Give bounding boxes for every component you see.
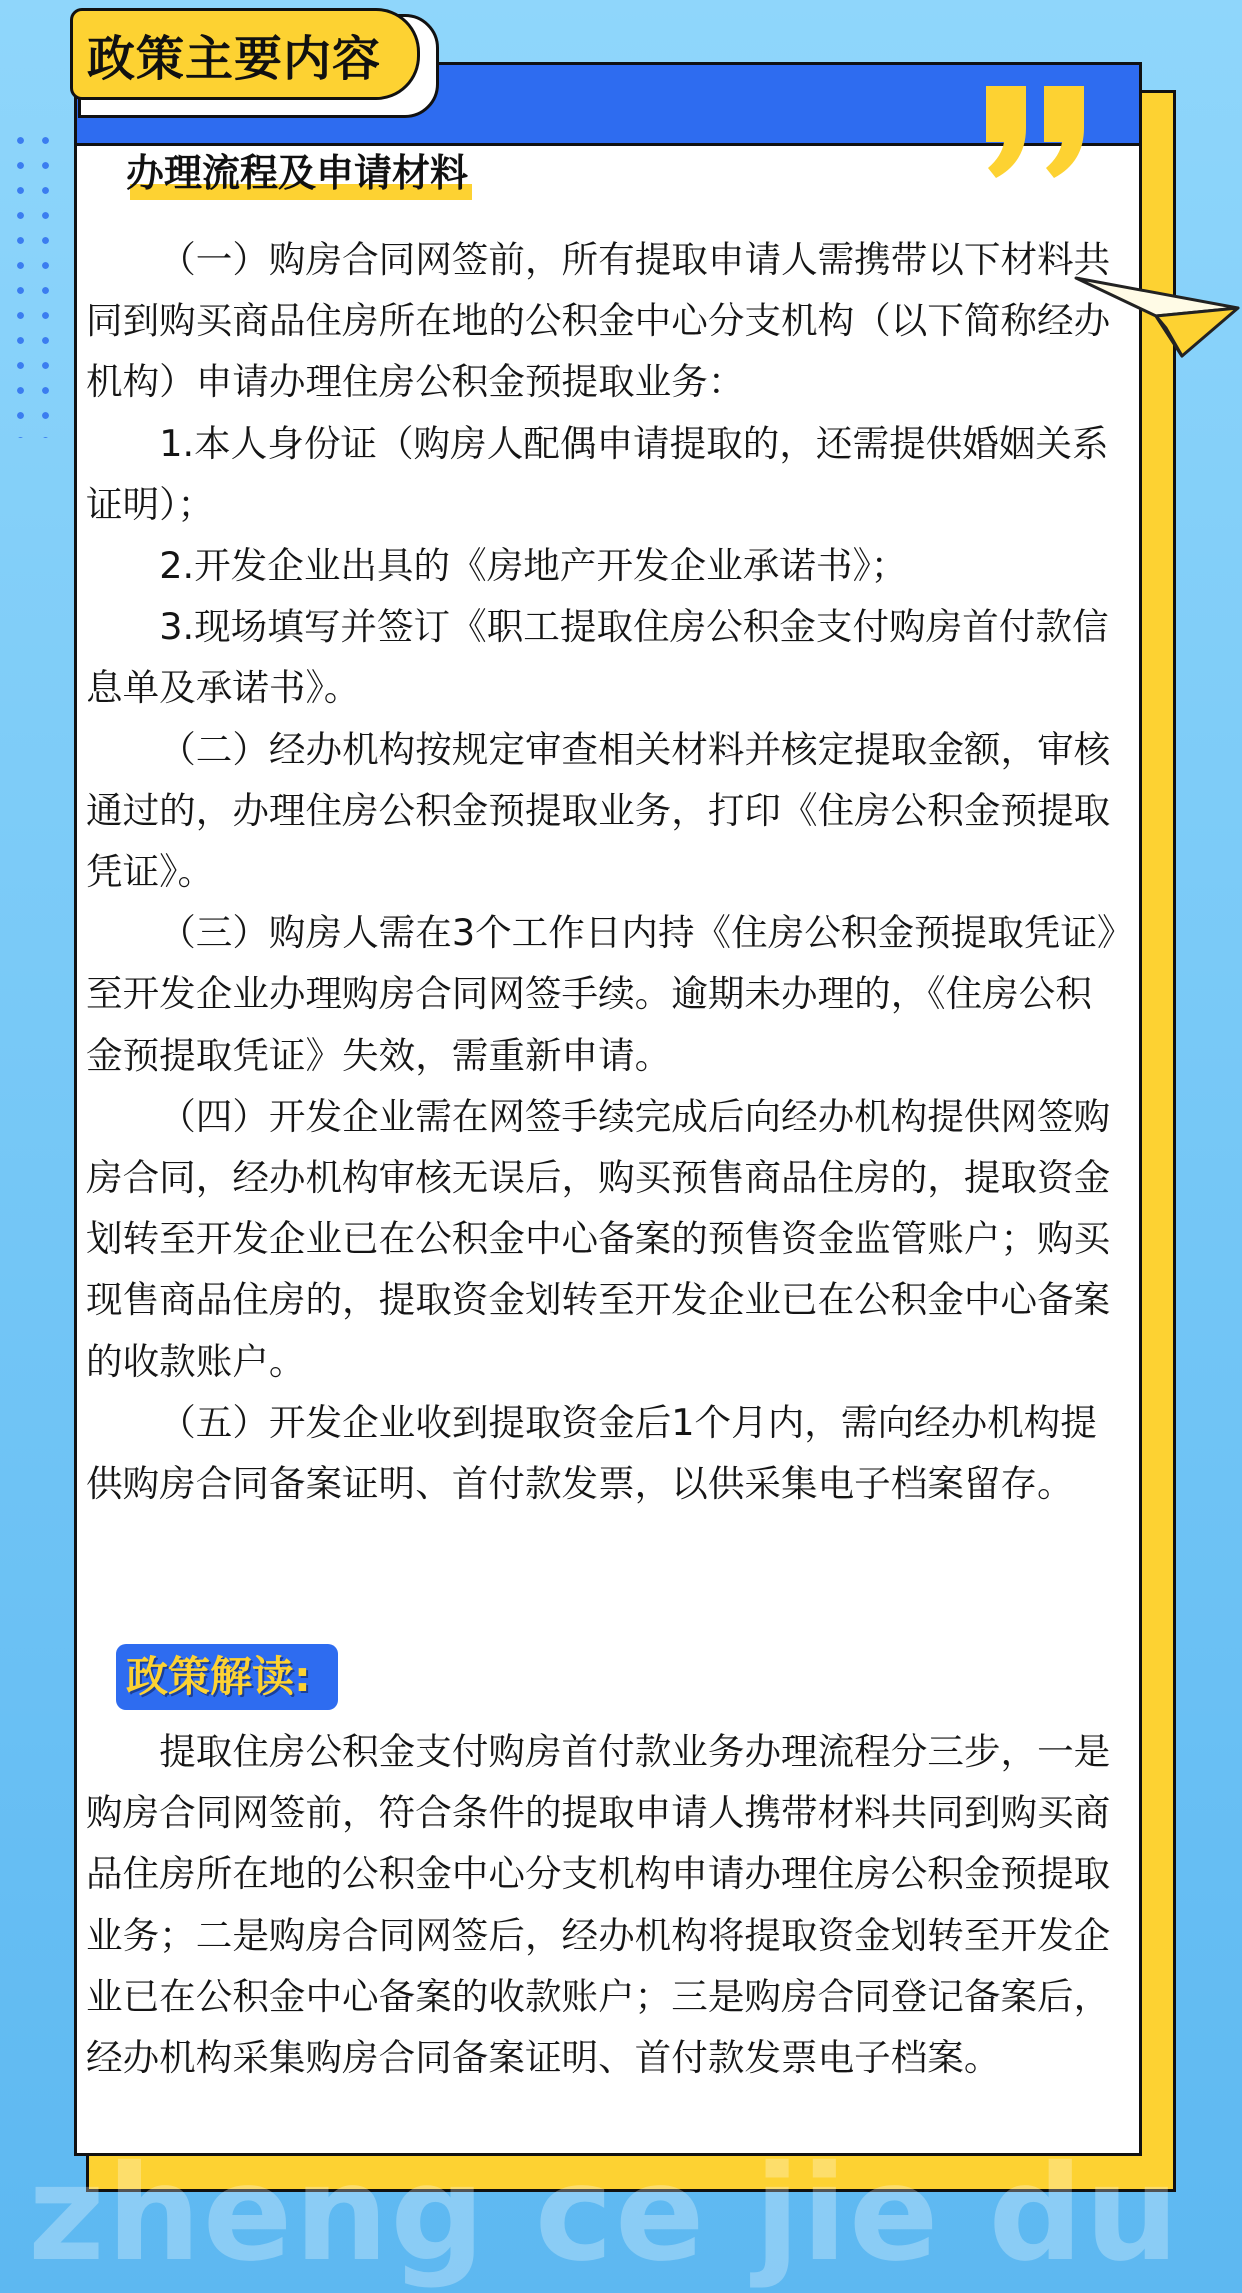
section-heading-text: 办理流程及申请材料 bbox=[126, 151, 469, 195]
page-title: 政策主要内容 bbox=[87, 30, 382, 87]
policy-paragraph: （三）购房人需在3个工作日内持《住房公积金预提取凭证》至开发企业办理购房合同网签手续。逾期未办理的，《住房公积金预提取凭证》失效，需重新申请。 bbox=[86, 911, 1116, 1077]
quote-mark-icon bbox=[978, 82, 1094, 182]
paper-plane-icon bbox=[1070, 258, 1242, 360]
policy-paragraph: 1.本人身份证（购房人配偶申请提取的，还需提供婚姻关系证明）； bbox=[86, 421, 1109, 526]
policy-content bbox=[86, 229, 1126, 1514]
policy-paragraph: （四）开发企业需在网签手续完成后向经办机构提供网签购房合同，经办机构审核无误后，购买预售商品住房的，提取资金划转至开发企业已在公积金中心备案的预售资金监管账户；购买现售商品住房的，提取资金划转至开发企业已在公积金中心备案的收款账户。 bbox=[86, 1094, 1111, 1383]
policy-paragraph: 2.开发企业出具的《房地产开发企业承诺书》； bbox=[159, 544, 908, 588]
interpretation-content bbox=[86, 1721, 1126, 2088]
watermark-text: zheng ce jie du bbox=[28, 2137, 1181, 2291]
policy-paragraph: （一）购房合同网签前，所有提取申请人需携带以下材料共同到购买商品住房所在地的公积金中心分支机构（以下简称经办机构）申请办理住房公积金预提取业务： bbox=[86, 238, 1111, 404]
interpretation-paragraph: 提取住房公积金支付购房首付款业务办理流程分三步，一是购房合同网签前，符合条件的提取申请人携带材料共同到购买商品住房所在地的公积金中心分支机构申请办理住房公积金预提取业务；二是购房合同网签后，经办机构将提取资金划转至开发企业已在公积金中心备案的收款账户；三是购房合同登记备案后，经办机构采集购房合同备案证明、首付款发票电子档案。 bbox=[86, 1730, 1111, 2080]
policy-paragraph: （五）开发企业收到提取资金后1个月内，需向经办机构提供购房合同备案证明、首付款发票，以供采集电子档案留存。 bbox=[86, 1400, 1097, 1506]
policy-paragraph: （二）经办机构按规定审查相关材料并核定提取金额，审核通过的，办理住房公积金预提取业务，打印《住房公积金预提取凭证》。 bbox=[86, 727, 1111, 894]
section-heading bbox=[126, 142, 468, 204]
section-tab bbox=[70, 8, 420, 100]
interpretation-label: 政策解读: bbox=[126, 1652, 311, 1701]
dot-grid-decoration bbox=[8, 128, 56, 438]
policy-paragraph: 3.现场填写并签订《职工提取住房公积金支付购房首付款信息单及承诺书》。 bbox=[86, 605, 1109, 710]
